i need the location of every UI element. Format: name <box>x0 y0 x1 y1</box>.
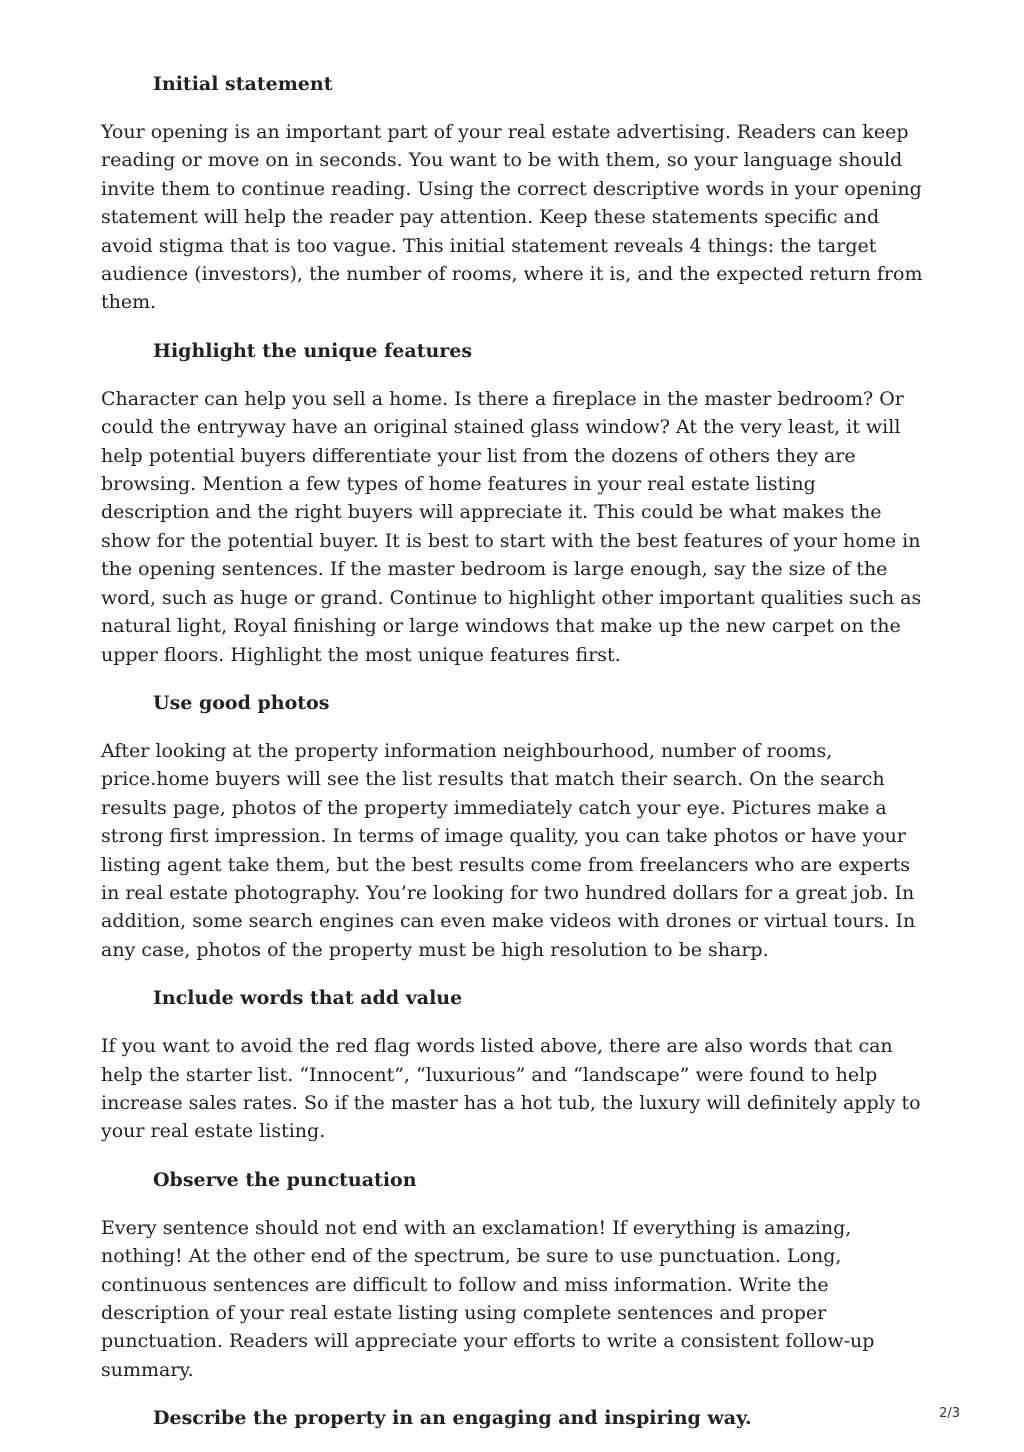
section-describe-property <box>101 1404 927 1432</box>
section-initial-statement <box>101 70 927 317</box>
section-heading: Highlight the unique features <box>153 339 473 362</box>
section-heading: Observe the punctuation <box>153 1168 417 1191</box>
section-unique-features <box>101 337 927 669</box>
section-paragraph: Every sentence should not end with an exclamation! If everything is amazing, nothing! At the other end of the spectrum, be sure to use punctuation. Long, continuous sentences are difficult to follow and miss information. Write the description of your real estate listing using complete sentences and proper punctuation. Readers will appreciate your efforts to write a consistent follow-up summary. <box>101 1216 875 1381</box>
section-heading: Use good photos <box>153 691 330 714</box>
section-heading: Initial statement <box>153 73 333 95</box>
document-page <box>101 70 927 1452</box>
section-good-photos <box>101 689 927 964</box>
section-paragraph: Your opening is an important part of your real estate advertising. Readers can keep reading or move on in seconds. You want to be with them, so your language should invite them to continue reading. Using the correct descriptive words in your opening statement will help the reader pay attention. Keep these statements specific and avoid stigma that is too vague. This initial statement reveals 4 things: the target audience (investors), the number of rooms, where it is, and the expected return from them. <box>101 121 923 314</box>
section-paragraph: If you want to avoid the red flag words listed above, there are also words that can help the starter list. “Innocent”, “luxurious” and “landscape” were found to help increase sales rates. So if the master has a hot tub, the luxury will definitely apply to your real estate listing. <box>101 1035 921 1143</box>
page-number: 2/3 <box>939 1406 960 1421</box>
section-heading: Include words that add value <box>153 987 463 1010</box>
section-heading: Describe the property in an engaging and inspiring way. <box>153 1407 752 1430</box>
section-paragraph: Character can help you sell a home. Is there a fireplace in the master bedroom? Or could the entryway have an original stained glass window? At the very least, it will help potential buyers differentiate your list from the dozens of others they are browsing. Mention a few types of home features in your real estate listing description and the right buyers will appreciate it. This could be what makes the show for the potential buyer. It is best to start with the best features of your home in the opening sentences. If the master bedroom is large enough, say the size of the word, such as huge or grand. Continue to highlight other important qualities such as natural light, Royal finishing or large windows that make up the new carpet on the upper floors. Highlight the most unique features first. <box>101 387 922 666</box>
section-paragraph: After looking at the property information neighbourhood, number of rooms, price.home buyers will see the list results that match their search. On the search results page, photos of the property immediately catch your eye. Pictures make a strong first impression. In terms of image quality, you can take photos or have your listing agent take them, but the best results come from freelancers who are experts in real estate photography. You’re looking for two hundred dollars for a great job. In addition, some search engines can even make videos with drones or virtual tours. In any case, photos of the property must be high resolution to be sharp. <box>101 739 916 961</box>
section-value-words <box>101 984 927 1146</box>
section-punctuation <box>101 1166 927 1384</box>
